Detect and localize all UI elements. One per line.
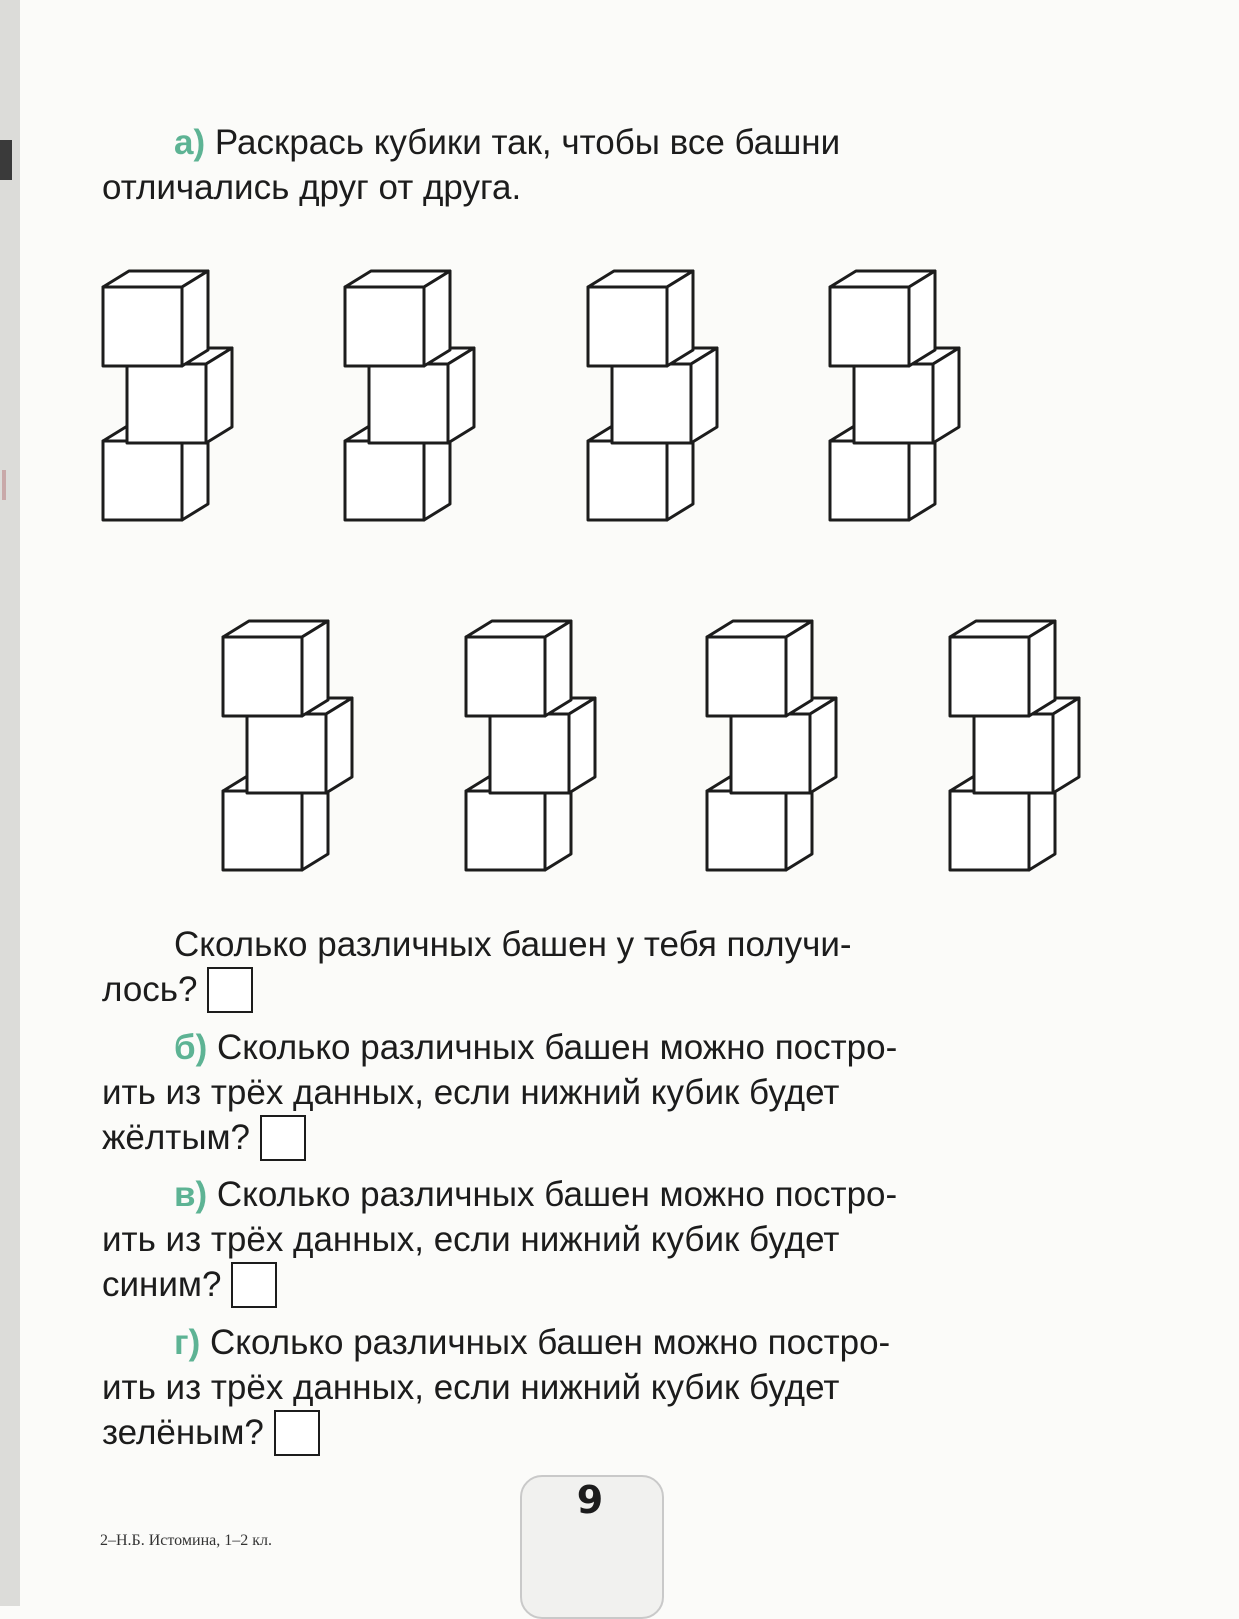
- cube-side-face: [810, 698, 836, 793]
- tower-2-cube-top[interactable]: [345, 271, 450, 366]
- cube-front-face: [103, 287, 182, 366]
- task-g-line3: зелёным?: [102, 1413, 264, 1452]
- cube-side-face: [326, 698, 352, 793]
- tower-7: [707, 621, 836, 870]
- cube-front-face: [854, 364, 933, 443]
- tower-5-cube-top[interactable]: [223, 621, 328, 716]
- cube-side-face: [569, 698, 595, 793]
- cube-front-face: [247, 714, 326, 793]
- cube-front-face: [588, 441, 667, 520]
- cube-side-face: [1053, 698, 1079, 793]
- cube-front-face: [345, 441, 424, 520]
- cube-front-face: [466, 791, 545, 870]
- cube-front-face: [731, 714, 810, 793]
- cube-side-face: [206, 348, 232, 443]
- task-b-line3: жёлтым?: [102, 1118, 251, 1157]
- cube-front-face: [345, 287, 424, 366]
- task-v-letter: в): [174, 1175, 208, 1214]
- task-b: [102, 1025, 1102, 1161]
- tower-4: [830, 271, 959, 520]
- cube-front-face: [223, 637, 302, 716]
- task-b-letter: б): [174, 1028, 208, 1067]
- tower-3: [588, 271, 717, 520]
- cube-front-face: [490, 714, 569, 793]
- tower-3-cube-top[interactable]: [588, 271, 693, 366]
- task-a-line1: Раскрась кубики так, чтобы все башни: [214, 123, 841, 162]
- cube-front-face: [223, 791, 302, 870]
- cube-side-face: [786, 621, 812, 716]
- task-g-letter: г): [174, 1323, 201, 1362]
- task-v: [102, 1172, 1102, 1308]
- cube-front-face: [103, 441, 182, 520]
- task-g-line2: ить из трёх данных, если нижний кубик будет: [102, 1368, 840, 1407]
- cube-front-face: [588, 287, 667, 366]
- cube-front-face: [612, 364, 691, 443]
- question-towers: [102, 922, 1102, 1013]
- cube-front-face: [127, 364, 206, 443]
- page-number: 9: [576, 1478, 604, 1522]
- tower-8: [950, 621, 1079, 870]
- footer-credit: 2–Н.Б. Истомина, 1–2 кл.: [100, 1532, 272, 1549]
- cube-front-face: [707, 791, 786, 870]
- cube-side-face: [545, 621, 571, 716]
- cube-side-face: [691, 348, 717, 443]
- tower-6-cube-top[interactable]: [466, 621, 571, 716]
- cube-side-face: [909, 271, 935, 366]
- task-v-line2: ить из трёх данных, если нижний кубик будет: [102, 1220, 840, 1259]
- answer-box-b[interactable]: [260, 1115, 306, 1161]
- cube-side-face: [424, 271, 450, 366]
- answer-box-v[interactable]: [231, 1262, 277, 1308]
- cube-side-face: [933, 348, 959, 443]
- cube-front-face: [369, 364, 448, 443]
- tower-1-cube-top[interactable]: [103, 271, 208, 366]
- question-towers-line1: Сколько различных башен у тебя получи-: [174, 925, 852, 964]
- task-g-line1: Сколько различных башен можно постро-: [209, 1323, 891, 1362]
- cube-side-face: [302, 621, 328, 716]
- cube-front-face: [466, 637, 545, 716]
- tower-2: [345, 271, 474, 520]
- tower-1: [103, 271, 232, 520]
- task-a-letter: а): [174, 123, 206, 162]
- task-a-line2: отличались друг от друга.: [102, 168, 522, 207]
- cube-front-face: [830, 441, 909, 520]
- cube-side-face: [667, 271, 693, 366]
- cube-side-face: [448, 348, 474, 443]
- cube-side-face: [1029, 621, 1055, 716]
- cube-front-face: [950, 637, 1029, 716]
- task-v-line3: синим?: [102, 1265, 222, 1304]
- task-v-line1: Сколько различных башен можно постро-: [216, 1175, 898, 1214]
- cube-front-face: [707, 637, 786, 716]
- tower-8-cube-top[interactable]: [950, 621, 1055, 716]
- cube-front-face: [830, 287, 909, 366]
- tower-5: [223, 621, 352, 870]
- task-g: [102, 1320, 1102, 1456]
- tower-6: [466, 621, 595, 870]
- tower-7-cube-top[interactable]: [707, 621, 812, 716]
- cube-front-face: [950, 791, 1029, 870]
- question-towers-line2: лось?: [102, 970, 198, 1009]
- task-b-line1: Сколько различных башен можно постро-: [217, 1028, 898, 1067]
- task-b-line2: ить из трёх данных, если нижний кубик будет: [102, 1073, 840, 1112]
- tower-4-cube-top[interactable]: [830, 271, 935, 366]
- answer-box-g[interactable]: [274, 1410, 320, 1456]
- cube-front-face: [974, 714, 1053, 793]
- answer-box-towers[interactable]: [207, 967, 253, 1013]
- cube-side-face: [182, 271, 208, 366]
